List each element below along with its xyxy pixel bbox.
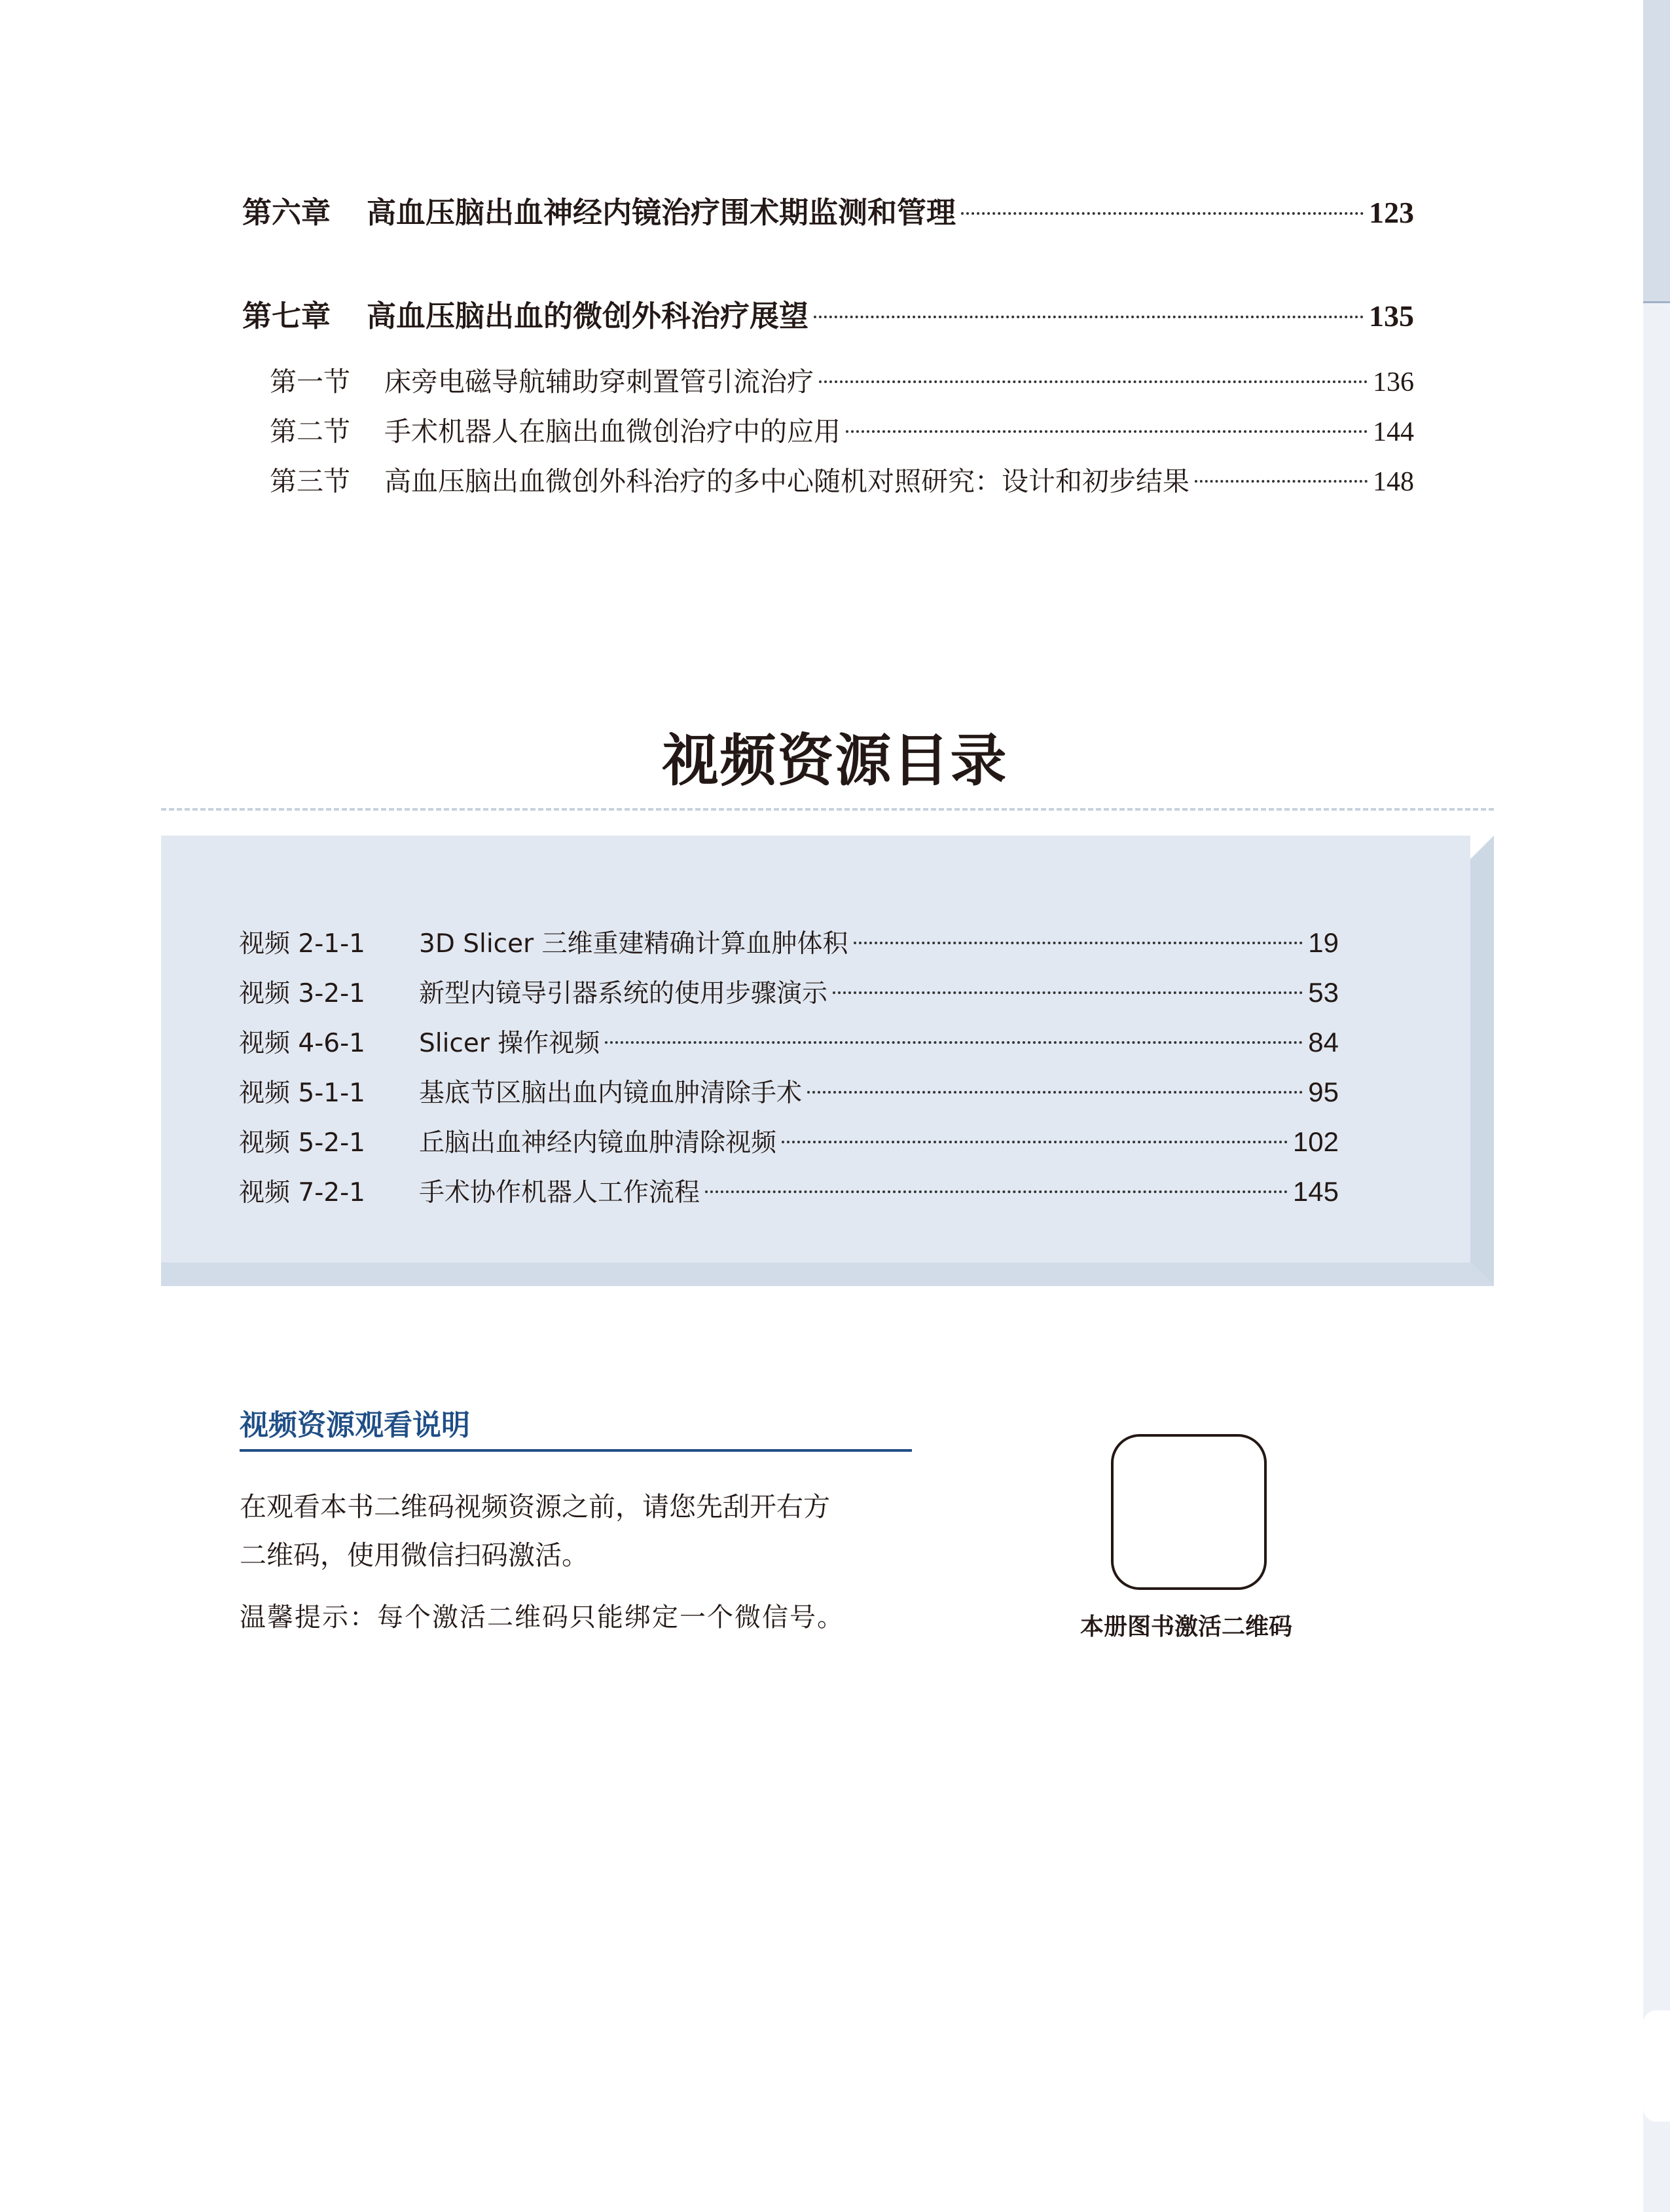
dot-leader [605, 1041, 1303, 1044]
qr-code-scratch-area[interactable] [1111, 1434, 1267, 1590]
dashed-divider [161, 808, 1494, 811]
qr-caption: 本册图书激活二维码 [1080, 1613, 1292, 1640]
section-number: 第一节 [270, 366, 350, 397]
video-title: 丘脑出血神经内镜血肿清除视频 [419, 1128, 777, 1158]
video-page: 95 [1308, 1077, 1339, 1107]
panel-bevel-bottom [161, 1263, 1494, 1286]
video-section-title: 视频资源目录 [662, 728, 1008, 794]
section-number: 第三节 [270, 466, 350, 497]
dot-leader [1195, 480, 1368, 483]
video-item[interactable] [239, 1073, 1339, 1109]
dot-leader [854, 942, 1303, 944]
video-item[interactable] [239, 1122, 1339, 1159]
video-number: 视频 2-1-1 [239, 929, 365, 959]
chapter-number: 第六章 [242, 195, 331, 230]
toc-section-7-2[interactable] [270, 410, 1414, 449]
video-title: 新型内镜导引器系统的使用步骤演示 [419, 979, 828, 1008]
video-title: 3D Slicer 三维重建精确计算血肿体积 [419, 929, 848, 959]
section-title: 床旁电磁导航辅助穿刺置管引流治疗 [384, 366, 814, 397]
video-number: 视频 5-1-1 [239, 1078, 365, 1108]
toc-chapter-6[interactable] [242, 189, 1414, 231]
section-number: 第二节 [270, 416, 350, 447]
dot-leader [833, 991, 1303, 994]
section-page: 148 [1373, 467, 1414, 497]
video-page: 102 [1292, 1126, 1339, 1157]
panel-bevel-side [1470, 836, 1494, 1286]
video-title: Slicer 操作视频 [419, 1029, 600, 1058]
dot-leader [807, 1091, 1303, 1094]
heading-underline [240, 1449, 912, 1452]
video-number: 视频 7-2-1 [239, 1178, 365, 1207]
dot-leader [814, 316, 1364, 318]
chapter-page: 123 [1369, 196, 1414, 229]
video-number: 视频 4-6-1 [239, 1029, 365, 1058]
video-page: 19 [1308, 927, 1339, 958]
page-edge-divider [1643, 301, 1670, 303]
chapter-number: 第七章 [242, 299, 331, 333]
video-page: 84 [1308, 1027, 1339, 1058]
video-item[interactable] [239, 923, 1339, 960]
video-page: 53 [1308, 977, 1339, 1008]
video-title: 手术协作机器人工作流程 [419, 1178, 700, 1207]
toc-section-7-1[interactable] [270, 360, 1414, 399]
video-item[interactable] [239, 1023, 1339, 1060]
chapter-page: 135 [1369, 299, 1414, 333]
chapter-title: 高血压脑出血的微创外科治疗展望 [367, 299, 809, 333]
page-edge-tab [1643, 2010, 1670, 2122]
section-title: 高血压脑出血微创外科治疗的多中心随机对照研究：设计和初步结果 [384, 466, 1189, 497]
instructions-heading: 视频资源观看说明 [240, 1409, 470, 1442]
page-edge-strip [1643, 0, 1670, 2212]
toc-chapter-7[interactable] [242, 292, 1414, 335]
instructions-line: 在观看本书二维码视频资源之前，请您先刮开右方 [240, 1491, 830, 1522]
instructions-body [240, 1483, 934, 1579]
dot-leader [705, 1190, 1288, 1193]
section-page: 136 [1373, 367, 1414, 397]
dot-leader [961, 212, 1364, 215]
video-number: 视频 5-2-1 [239, 1128, 365, 1158]
dot-leader [846, 430, 1368, 433]
video-item[interactable] [239, 973, 1339, 1010]
video-number: 视频 3-2-1 [239, 979, 365, 1008]
video-item[interactable] [239, 1172, 1339, 1209]
instructions-line: 二维码，使用微信扫码激活。 [240, 1539, 589, 1571]
video-list-panel [161, 836, 1494, 1286]
instructions-tip: 温馨提示：每个激活二维码只能绑定一个微信号。 [240, 1602, 844, 1632]
dot-leader [782, 1141, 1288, 1143]
page-edge-shade [1643, 0, 1670, 301]
section-page: 144 [1373, 417, 1414, 447]
section-title: 手术机器人在脑出血微创治疗中的应用 [384, 416, 841, 447]
video-title: 基底节区脑出血内镜血肿清除手术 [419, 1078, 803, 1108]
dot-leader [819, 380, 1368, 383]
chapter-title: 高血压脑出血神经内镜治疗围术期监测和管理 [367, 195, 956, 230]
toc-section-7-3[interactable] [270, 460, 1414, 498]
video-page: 145 [1292, 1176, 1339, 1207]
